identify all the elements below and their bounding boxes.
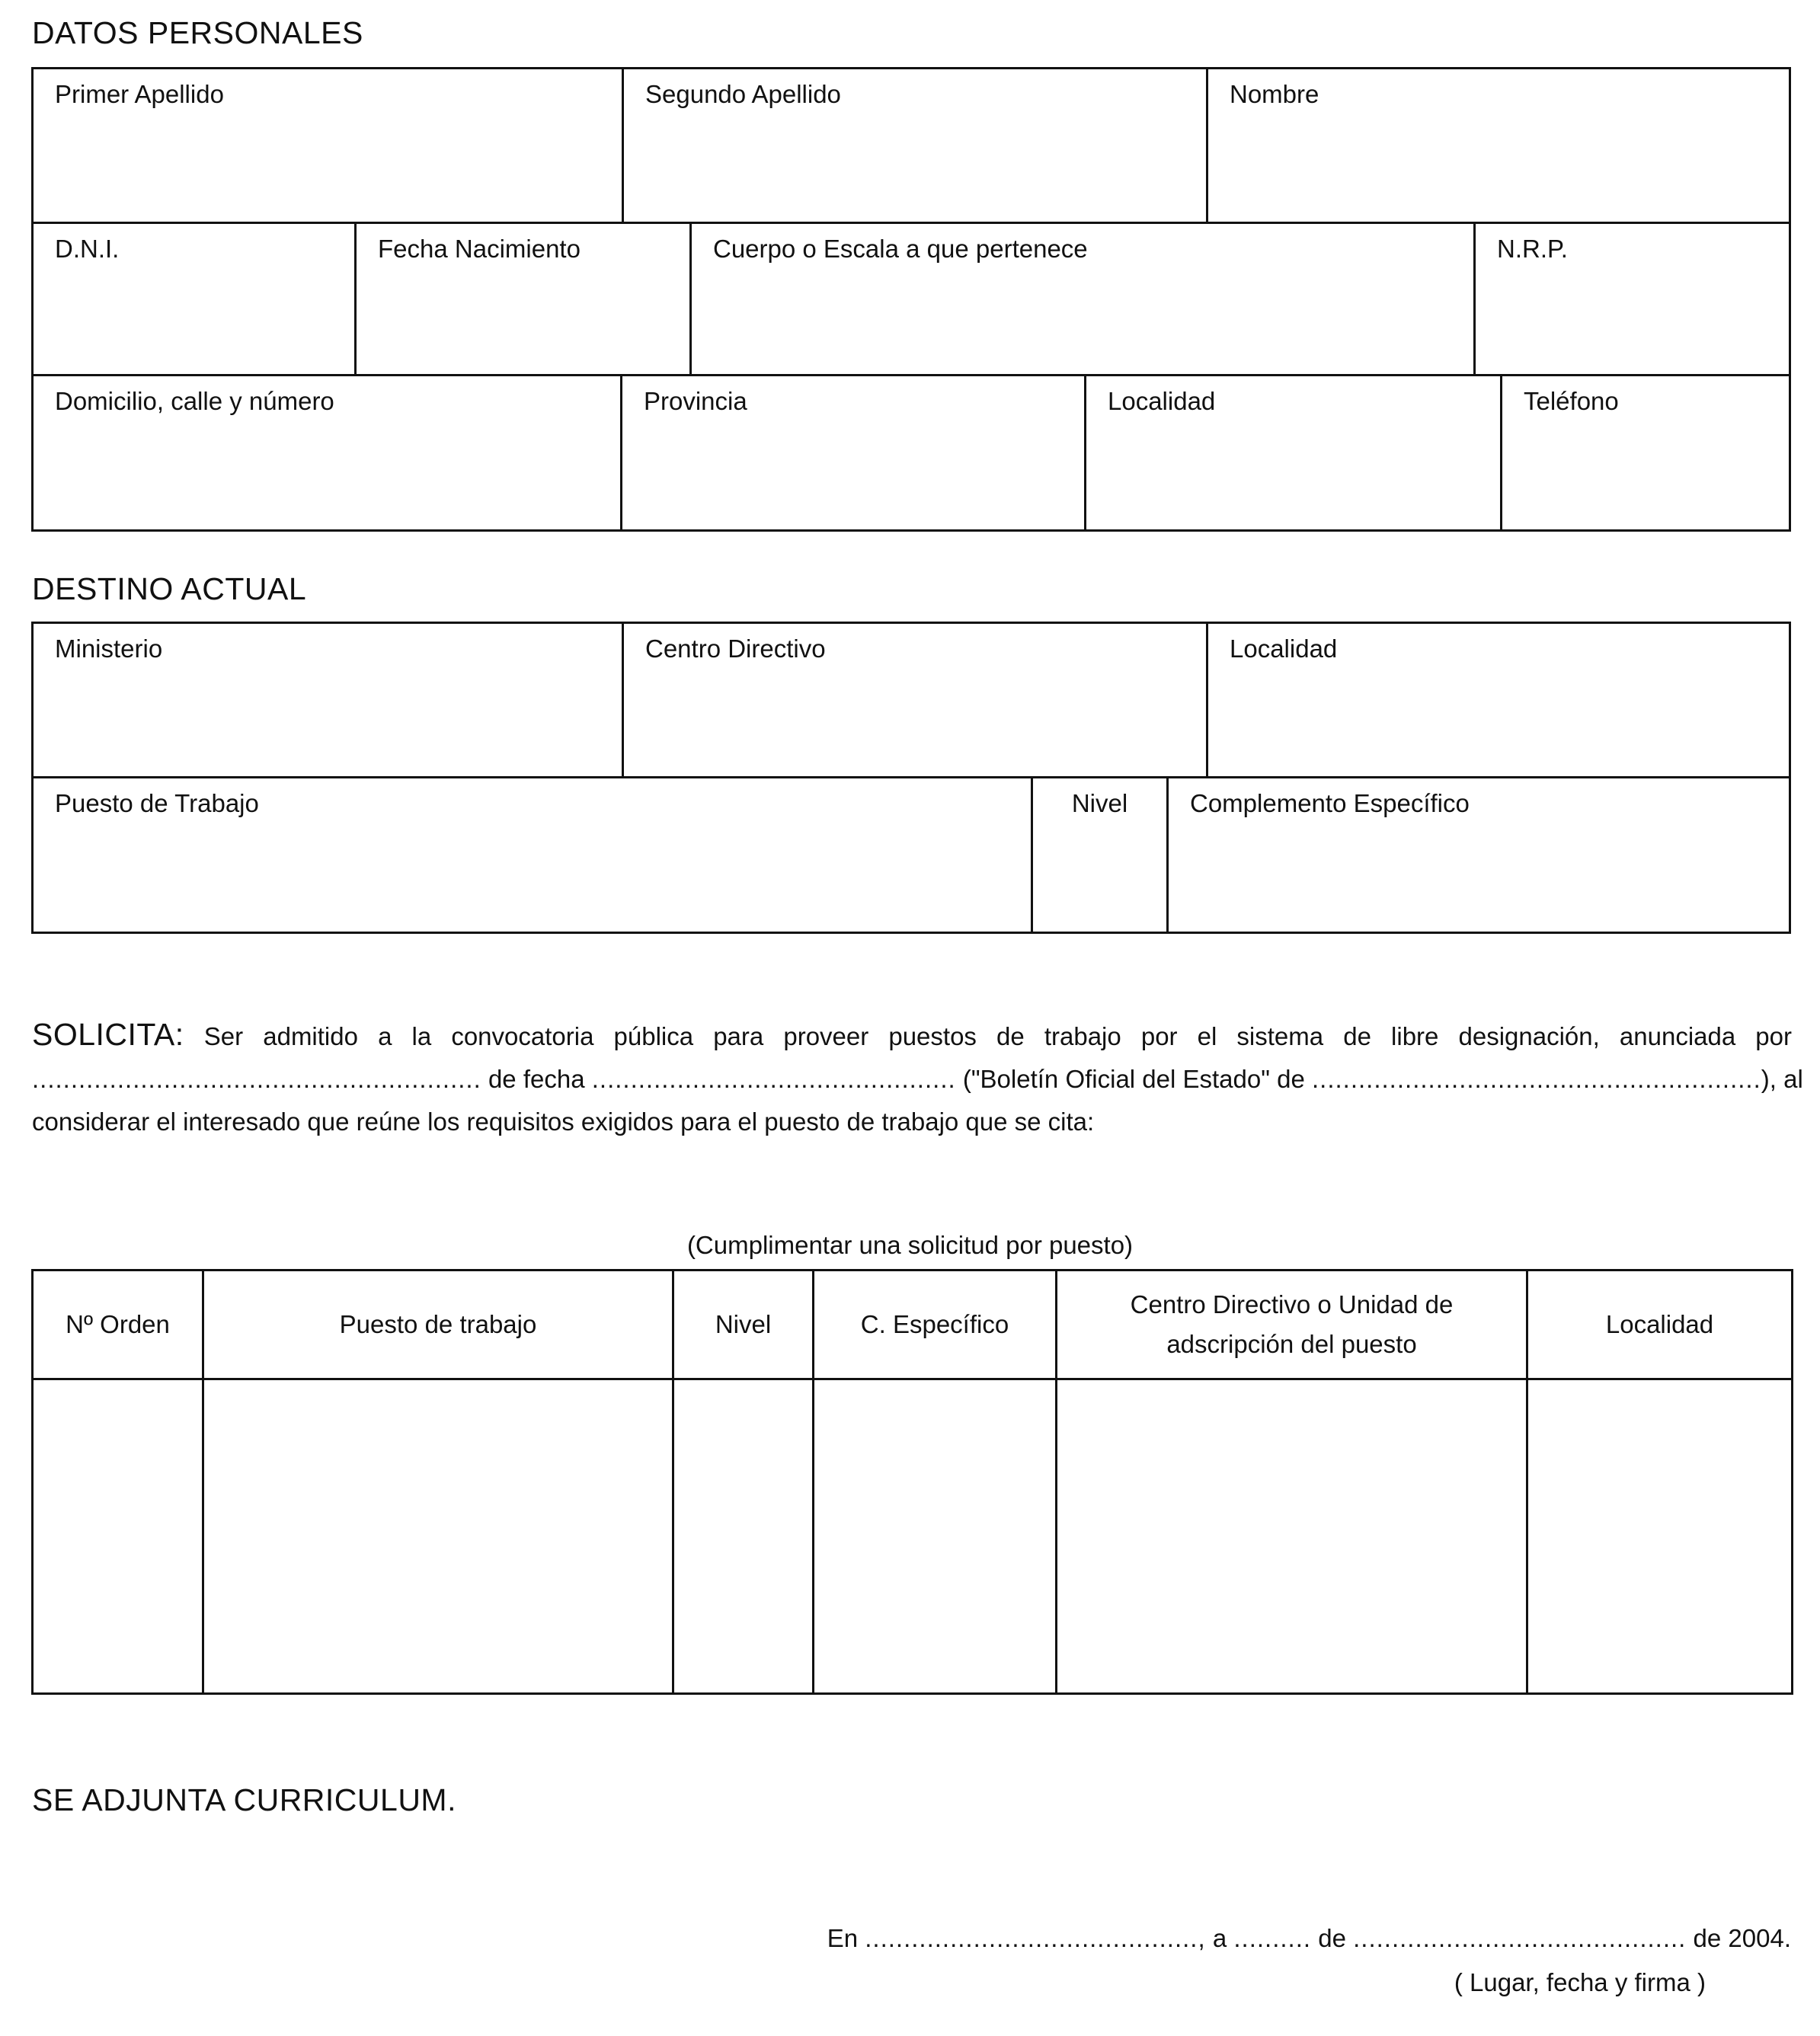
- fecha-nacimiento-label: Fecha Nacimiento: [378, 235, 581, 263]
- puesto-trabajo-field[interactable]: [34, 778, 1031, 932]
- destino-actual-grid: [31, 622, 1791, 934]
- domicilio-label: Domicilio, calle y número: [55, 387, 334, 415]
- ministerio-field[interactable]: [34, 624, 622, 776]
- footer-de: de: [1318, 1924, 1346, 1952]
- cell-localidad[interactable]: [1527, 1379, 1793, 1694]
- datos-row-1: [34, 69, 1789, 222]
- solicita-text-5: considerar el interesado que reúne los requisitos exigidos para el puesto de trabajo que se cita:: [32, 1107, 1095, 1136]
- solicita-paragraph: [32, 1013, 1803, 1143]
- centro-directivo-label: Centro Directivo: [645, 634, 826, 663]
- destino-row-1: [34, 624, 1789, 776]
- header-centro-line1: Centro Directivo o Unidad de: [1130, 1290, 1454, 1318]
- footer-en: En: [827, 1924, 859, 1952]
- datos-row-2: [34, 222, 1789, 374]
- destino-actual-title: DESTINO ACTUAL: [32, 571, 307, 606]
- header-nivel: Nivel: [673, 1271, 814, 1379]
- lugar-fecha-line: [827, 1924, 1791, 1953]
- cuerpo-escala-label: Cuerpo o Escala a que pertenece: [713, 235, 1088, 263]
- telefono-label: Teléfono: [1524, 387, 1619, 415]
- solicita-text-1: Ser admitido a la convocatoria pública para proveer puestos de trabajo por el sistema de libre designación, anunciada por: [203, 1022, 1793, 1050]
- header-localidad: Localidad: [1527, 1271, 1793, 1379]
- telefono-field[interactable]: [1500, 376, 1789, 529]
- nrp-field[interactable]: [1473, 224, 1789, 374]
- fecha-nacimiento-field[interactable]: [354, 224, 689, 374]
- header-orden: Nº Orden: [33, 1271, 203, 1379]
- cell-nivel[interactable]: [673, 1379, 814, 1694]
- domicilio-field[interactable]: [34, 376, 620, 529]
- fecha-blank[interactable]: ...............................................: [591, 1065, 956, 1093]
- boe-label: ("Boletín Oficial del Estado" de: [962, 1065, 1305, 1093]
- primer-apellido-label: Primer Apellido: [55, 80, 224, 108]
- header-especifico: C. Específico: [814, 1271, 1057, 1379]
- firma-note: ( Lugar, fecha y firma ): [1454, 1968, 1706, 1996]
- primer-apellido-field[interactable]: [34, 69, 622, 222]
- header-centro: [1057, 1271, 1527, 1379]
- nombre-field[interactable]: [1206, 69, 1789, 222]
- localidad-label: Localidad: [1108, 387, 1216, 415]
- cell-centro[interactable]: [1057, 1379, 1527, 1694]
- localidad-field[interactable]: [1084, 376, 1500, 529]
- ministerio-label: Ministerio: [55, 634, 163, 663]
- cell-puesto[interactable]: [203, 1379, 673, 1694]
- dni-field[interactable]: [34, 224, 354, 374]
- segundo-apellido-label: Segundo Apellido: [645, 80, 841, 108]
- solicita-line-1: [32, 1013, 1792, 1058]
- anunciada-por-blank[interactable]: ..........................................................: [32, 1065, 481, 1093]
- header-puesto: Puesto de trabajo: [203, 1271, 673, 1379]
- destino-localidad-label: Localidad: [1230, 634, 1338, 663]
- nombre-label: Nombre: [1230, 80, 1319, 108]
- complemento-especifico-label: Complemento Específico: [1190, 789, 1470, 817]
- solicita-al: ), al: [1761, 1065, 1803, 1093]
- solicita-label: SOLICITA:: [32, 1017, 184, 1052]
- datos-personales-title: DATOS PERSONALES: [32, 15, 363, 50]
- cumplimentar-note: (Cumplimentar una solicitud por puesto): [686, 1231, 1134, 1259]
- nrp-label: N.R.P.: [1497, 235, 1568, 263]
- nivel-field[interactable]: [1031, 778, 1166, 932]
- table-row: [33, 1379, 1793, 1694]
- curriculum-title: SE ADJUNTA CURRICULUM.: [32, 1782, 456, 1817]
- datos-personales-grid: [31, 67, 1791, 532]
- nivel-label: Nivel: [1071, 789, 1128, 817]
- solicita-line-2: [32, 1058, 1803, 1101]
- provincia-field[interactable]: [620, 376, 1084, 529]
- footer-a: a: [1212, 1924, 1227, 1952]
- dia-blank[interactable]: ..........: [1233, 1924, 1312, 1952]
- header-centro-line2: adscripción del puesto: [1166, 1330, 1417, 1358]
- datos-row-3: [34, 374, 1789, 529]
- dni-label: D.N.I.: [55, 235, 120, 263]
- footer-year: de 2004.: [1693, 1924, 1791, 1952]
- provincia-label: Provincia: [644, 387, 747, 415]
- cuerpo-escala-field[interactable]: [689, 224, 1473, 374]
- centro-directivo-field[interactable]: [622, 624, 1206, 776]
- cell-orden[interactable]: [33, 1379, 203, 1694]
- destino-localidad-field[interactable]: [1206, 624, 1789, 776]
- boe-fecha-blank[interactable]: ..........................................................: [1312, 1065, 1761, 1093]
- cell-especifico[interactable]: [814, 1379, 1057, 1694]
- complemento-especifico-field[interactable]: [1166, 778, 1789, 932]
- puesto-trabajo-label: Puesto de Trabajo: [55, 789, 259, 817]
- table-header-row: [33, 1271, 1793, 1379]
- destino-row-2: [34, 776, 1789, 932]
- puestos-table: [31, 1269, 1793, 1695]
- segundo-apellido-field[interactable]: [622, 69, 1206, 222]
- mes-blank[interactable]: ...........................................: [1353, 1924, 1687, 1952]
- de-fecha-label: de fecha: [488, 1065, 585, 1093]
- lugar-blank[interactable]: ...........................................,: [865, 1924, 1206, 1952]
